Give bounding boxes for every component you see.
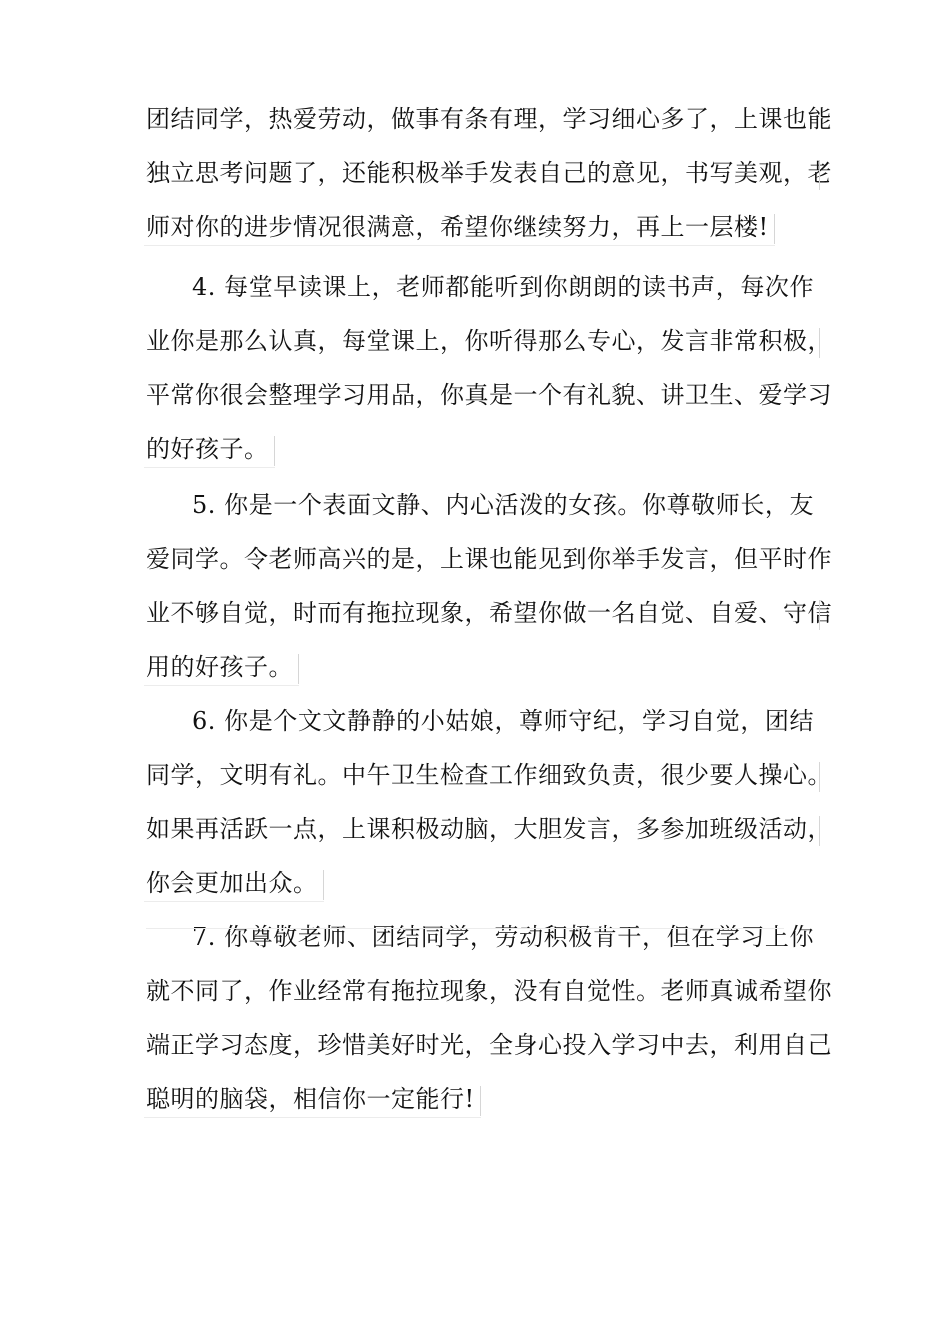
paragraph-item-4: [146, 260, 832, 476]
text-line-last: 师对你的进步情况很满意，希望你继续努力，再上一层楼!: [146, 200, 775, 254]
text-line-last: 聪明的脑袋，相信你一定能行!: [146, 1072, 481, 1126]
text-line: 爱同学。令老师高兴的是，上课也能见到你举手发言，但平时作: [146, 545, 832, 573]
paragraph-item-5: [146, 478, 832, 694]
text-line-first: 6. 你是个文文静静的小姑娘，尊师守纪，学习自觉，团结: [192, 707, 814, 735]
text-line-first: 5. 你是一个表面文静、内心活泼的女孩。你尊敬师长，友: [192, 491, 814, 519]
text-line: 就不同了，作业经常有拖拉现象，没有自觉性。老师真诚希望你: [146, 977, 832, 1005]
text-line: 如果再活跃一点，上课积极动脑，大胆发言，多参加班级活动，: [146, 802, 814, 856]
paragraph-continuation: [146, 92, 832, 254]
text-line-last: 用的好孩子。: [146, 640, 299, 694]
text-line: 独立思考问题了，还能积极举手发表自己的意见，书写美观，老: [146, 146, 814, 200]
text-line-last: 的好孩子。: [146, 422, 275, 476]
paragraph-item-7: [146, 910, 832, 1126]
text-line: 团结同学，热爱劳动，做事有条有理，学习细心多了，上课也能: [146, 105, 832, 133]
text-line-first: 4. 每堂早读课上，老师都能听到你朗朗的读书声，每次作: [192, 273, 814, 301]
text-line: 端正学习态度，珍惜美好时光，全身心投入学习中去，利用自己: [146, 1031, 832, 1059]
text-line: 业不够自觉，时而有拖拉现象，希望你做一名自觉、自爱、守信: [146, 586, 814, 640]
text-line-last: 你会更加出众。: [146, 856, 324, 910]
paragraph-item-6: [146, 694, 832, 910]
text-line: 业你是那么认真，每堂课上，你听得那么专心，发言非常积极，: [146, 314, 814, 368]
text-line-first: 7. 你尊敬老师、团结同学，劳动积极肯干，但在学习上你: [146, 910, 814, 964]
text-line: 平常你很会整理学习用品，你真是一个有礼貌、讲卫生、爱学习: [146, 381, 832, 409]
text-line: 同学，文明有礼。中午卫生检查工作细致负责，很少要人操心。: [146, 748, 814, 802]
